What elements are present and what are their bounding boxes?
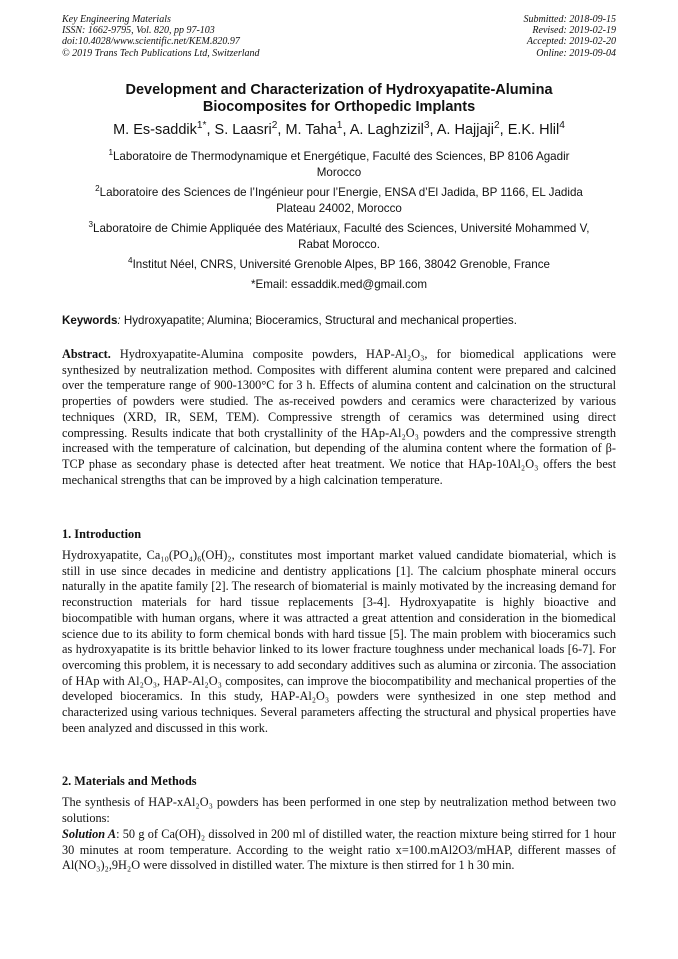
author-sup: 2 bbox=[493, 120, 500, 132]
affiliation-3 bbox=[62, 221, 616, 253]
author-sup: 1 bbox=[336, 120, 343, 132]
abstract bbox=[62, 347, 616, 488]
paper-title bbox=[62, 82, 616, 116]
author-sup: 1* bbox=[196, 120, 207, 132]
affiliation-line: Institut Néel, CNRS, Université Grenoble Alpes, BP 166, 38042 Grenoble, France bbox=[132, 258, 550, 271]
affiliation-sup: 3 bbox=[88, 220, 94, 230]
copyright-line: © 2019 Trans Tech Publications Ltd, Switzerland bbox=[62, 47, 260, 59]
affiliation-line: Morocco bbox=[316, 166, 362, 179]
affiliation-line: Laboratoire de Thermodynamique et Energétique, Faculté des Sciences, BP 8106 Agadir bbox=[112, 150, 570, 163]
introduction-paragraph: Hydroxyapatite, Ca₁₀(PO₄)₆(OH)₂, constitutes most important market valued candidate biomaterial, which is still in use since decades in medicine and dentistry applications [1]. The calcium phosphate mineral occurs naturally in the apatite family [2]. The research of biomaterial is mainly motivated by the increasing demand for reconstruction materials for hard tissue replacements [3-4]. Hydroxyapatite is highly bioactive and biocompatible with human organs, where it was attracted a great attention and consideration in the biomedical science due to its ability to form chemical bonds with hard tissue [5]. The main problem with bioceramics such as hydroxyapatite is its brittle behavior linked to its lower fracture toughness under mechanical loads [6-7]. For overcoming this problem, it is necessary to add secondary additives such as alumina or zirconia. The association of HAp with Al₂O₃, HAP-Al₂O₃ composites, can improve the biocompatibility and mechanical properties of the developed bioceramics. In this study, HAP-Al₂O₃ powders were synthesized in one step method and characterized using various techniques. Several parameters affecting the structural and physical properties have been analyzed and discussed in this work. bbox=[62, 548, 616, 735]
affiliation-sup: 4 bbox=[128, 256, 133, 266]
submission-dates bbox=[524, 14, 617, 59]
author-name: M. Taha bbox=[285, 122, 337, 138]
contact-email[interactable]: *Email: essaddik.med@gmail.com bbox=[250, 278, 428, 291]
title-line-1: Development and Characterization of Hydroxyapatite-Alumina bbox=[125, 82, 553, 98]
section-heading-methods: 2. Materials and Methods bbox=[62, 774, 197, 788]
solution-a-paragraph bbox=[62, 827, 616, 874]
keywords bbox=[62, 313, 616, 329]
solution-a-label: Solution A bbox=[62, 827, 117, 841]
affiliation-line: Laboratoire des Sciences de l’Ingénieur pour l’Energie, ENSA d’El Jadida, BP 1166, EL Jadida bbox=[99, 186, 583, 199]
affiliation-line: Laboratoire de Chimie Appliquée des Matériaux, Faculté des Sciences, Université Mohammed V, bbox=[93, 222, 590, 235]
author-sup: 2 bbox=[271, 120, 278, 132]
abstract-label: Abstract. bbox=[62, 347, 111, 361]
accepted-date: Accepted: 2019-02-20 bbox=[526, 36, 616, 48]
keywords-sep: : bbox=[117, 314, 124, 327]
revised-date: Revised: 2019-02-19 bbox=[532, 25, 616, 37]
author-sup: 4 bbox=[559, 120, 565, 132]
issn-line: ISSN: 1662-9795, Vol. 820, pp 97-103 bbox=[62, 25, 215, 37]
author-list: M. Es-saddik$^{1*}$, S. Laasri$^2$, M. Taha$^1$, A. Laghzizil$^3$, A. Hajjaji$^2$, E.K. Hlil$^4$ bbox=[113, 120, 565, 138]
solution-a-text: : 50 g of Ca(OH)₂ dissolved in 200 ml of distilled water, the reaction mixture being stirred for 1 hour 30 minutes at room temperature. According to the weight ratio x=100.mAl2O3/mHAP, different masses of Al(NO₃)₂,9H₂O were dissolved in distilled water. The mixture is then stirred for 1 h 30 min. bbox=[62, 827, 616, 873]
author-name: A. Hajjaji bbox=[436, 122, 494, 138]
affiliation-sup: 1 bbox=[108, 148, 113, 158]
title-line-2: Biocomposites for Orthopedic Implants bbox=[202, 99, 476, 115]
affiliation-2 bbox=[62, 185, 616, 217]
submitted-date: Submitted: 2018-09-15 bbox=[523, 14, 616, 25]
abstract-text: Hydroxyapatite-Alumina composite powders, HAP-Al₂O₃, for biomedical applications were synthesized by neutralization method. Composites with different alumina content were prepared and calcined over the temperature range of 900-1300°C for 3 h. Effects of alumina content and calcination on the structural properties of powders were studied. The as-received powders and ceramics were characterized by various techniques (XRD, IR, SEM, TEM). Compressive strength of ceramics was determined using direct compressing. Results indicate that both crystallinity of the HAp-Al₂O₃ powders and the compressive strength increased with the temperature of calcination, but depending of the alumina content where the formation of β-TCP phase as secondary phase is detected after heat treatment. We notice that HAp-10Al₂O₃ offers the best mechanical strengths that can be improved by a high calcination temperature. bbox=[62, 347, 616, 487]
author-sup: 3 bbox=[423, 120, 430, 132]
author-name: E.K. Hlil bbox=[507, 122, 560, 138]
author-name: A. Laghzizil bbox=[349, 122, 424, 138]
section-heading-introduction: 1. Introduction bbox=[62, 527, 142, 541]
affiliation-sup: 2 bbox=[95, 184, 100, 194]
online-date: Online: 2019-09-04 bbox=[536, 47, 616, 59]
affiliation-line: Plateau 24002, Morocco bbox=[276, 202, 402, 215]
affiliation-4 bbox=[62, 257, 616, 273]
doi-line[interactable]: doi:10.4028/www.scientific.net/KEM.820.97 bbox=[62, 36, 240, 48]
keywords-label: Keywords bbox=[62, 314, 118, 327]
affiliation-line: Rabat Morocco. bbox=[298, 238, 380, 251]
author-name: S. Laasri bbox=[214, 122, 272, 138]
journal-name: Key Engineering Materials bbox=[62, 14, 171, 25]
keywords-text: Hydroxyapatite; Alumina; Bioceramics, Structural and mechanical properties. bbox=[123, 314, 517, 327]
methods-intro-paragraph: The synthesis of HAP-xAl₂O₃ powders has been performed in one step by neutralization method between two solutions: bbox=[62, 795, 616, 825]
author-name: M. Es-saddik bbox=[113, 122, 197, 138]
affiliation-1 bbox=[62, 149, 616, 181]
journal-info bbox=[62, 14, 260, 59]
